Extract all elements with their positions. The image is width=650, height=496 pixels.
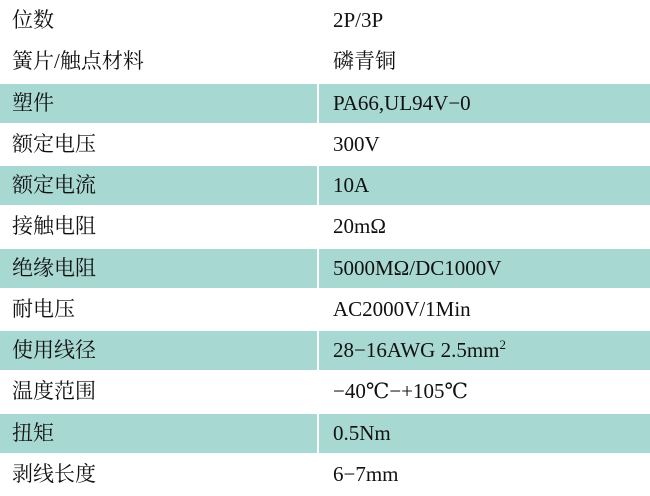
table-row: [0, 454, 650, 495]
spec-value: [318, 330, 650, 371]
spec-label: 扭矩: [0, 413, 318, 454]
spec-value: 5000MΩ/DC1000V: [318, 248, 650, 289]
spec-label: 额定电流: [0, 165, 318, 206]
table-row: [0, 124, 650, 165]
spec-value: 10A: [318, 165, 650, 206]
spec-label: 耐电压: [0, 289, 318, 330]
table-row: [0, 83, 650, 124]
spec-value-text: 28−16AWG 2.5mm: [333, 338, 500, 363]
table-row: [0, 413, 650, 454]
spec-value: 20mΩ: [318, 206, 650, 247]
spec-value: PA66,UL94V−0: [318, 83, 650, 124]
spec-value: 0.5Nm: [318, 413, 650, 454]
spec-label: 使用线径: [0, 330, 318, 371]
spec-label: 温度范围: [0, 371, 318, 412]
spec-value-superscript: 2: [499, 337, 506, 353]
spec-label: 塑件: [0, 83, 318, 124]
spec-value: 2P/3P: [318, 0, 650, 41]
table-row: [0, 289, 650, 330]
spec-value: 6−7mm: [318, 454, 650, 495]
table-row: [0, 41, 650, 82]
spec-label: 剥线长度: [0, 454, 318, 495]
spec-label: 接触电阻: [0, 206, 318, 247]
table-row: [0, 0, 650, 41]
spec-label: 额定电压: [0, 124, 318, 165]
table-row: [0, 371, 650, 412]
table-row: [0, 248, 650, 289]
table-row: [0, 206, 650, 247]
spec-value: 300V: [318, 124, 650, 165]
spec-label: 簧片/触点材料: [0, 41, 318, 82]
spec-label: 绝缘电阻: [0, 248, 318, 289]
spec-value: −40℃−+105℃: [318, 371, 650, 412]
table-row: [0, 330, 650, 371]
spec-value: AC2000V/1Min: [318, 289, 650, 330]
table-row: [0, 165, 650, 206]
spec-label: 位数: [0, 0, 318, 41]
spec-value: 磷青铜: [318, 41, 650, 82]
